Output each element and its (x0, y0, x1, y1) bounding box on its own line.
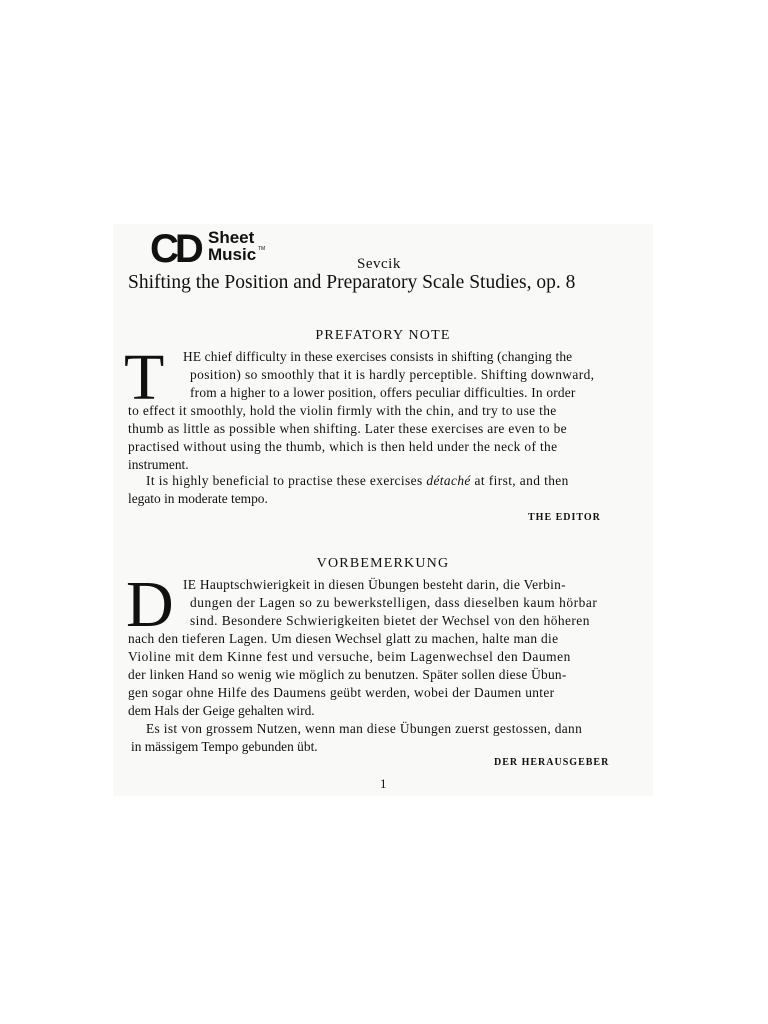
german-line-4: nach den tieferen Lagen. Um diesen Wechsel glatt zu machen, halte man die (128, 631, 559, 646)
english-line-9: legato in moderate tempo. (128, 491, 268, 506)
english-line-7: instrument. (128, 457, 189, 472)
composer-name: Sevcik (357, 256, 401, 272)
page-number: 1 (380, 776, 387, 791)
english-line-4: to effect it smoothly, hold the violin firmly with the chin, and try to use the (128, 403, 557, 418)
german-line-10: in mässigem Tempo gebunden übt. (131, 739, 318, 754)
german-line-2: dungen der Lagen so zu bewerkstelligen, dass dieselben kaum hörbar (190, 595, 598, 610)
german-line-8: dem Hals der Geige gehalten wird. (128, 703, 315, 718)
cd-sheet-music-logo (150, 229, 270, 269)
drop-cap-t: T (124, 341, 165, 414)
english-line-1: HE chief difficulty in these exercises consists in shifting (changing the (183, 349, 573, 364)
german-line-3: sind. Besondere Schwierigkeiten bietet der Wechsel von den höheren (190, 613, 590, 628)
german-line-5: Violine mit dem Kinne fest und versuche, beim Lagenwechsel den Daumen (128, 649, 571, 664)
logo-sheet: Sheet (208, 228, 255, 247)
logo-music: Music (208, 245, 257, 264)
page-title: Shifting the Position and Preparatory Scale Studies, op. 8 (128, 272, 576, 293)
prefatory-note-heading: PREFATORY NOTE (315, 328, 451, 343)
german-line-9: Es ist von grossem Nutzen, wenn man diese Übungen zuerst gestossen, dann (146, 721, 583, 736)
english-line-5: thumb as little as possible when shifting. Later these exercises are even to be (128, 421, 567, 436)
english-line-6: practised without using the thumb, which is then held under the neck of the (128, 439, 558, 454)
english-line-8: It is highly beneficial to practise these exercises détaché at first, and then (146, 473, 569, 488)
german-line-1: IE Hauptschwierigkeit in diesen Übungen besteht darin, die Verbin- (183, 577, 566, 592)
english-line-3: from a higher to a lower position, offers peculiar difficulties. In order (190, 385, 576, 400)
drop-cap-d: D (126, 568, 174, 641)
vorbemerkung-heading: VORBEMERKUNG (316, 556, 450, 571)
german-line-6: der linken Hand so wenig wie möglich zu benutzen. Später sollen diese Übun- (128, 667, 567, 682)
logo-cd: CD (150, 227, 200, 271)
editor-signature: THE EDITOR (528, 512, 601, 523)
german-line-7: gen sogar ohne Hilfe des Daumens geübt werden, wobei der Daumen unter (128, 685, 555, 700)
herausgeber-signature: DER HERAUSGEBER (494, 757, 610, 768)
english-line-2: position) so smoothly that it is hardly perceptible. Shifting downward, (190, 367, 595, 382)
logo-tm: TM (258, 246, 266, 252)
